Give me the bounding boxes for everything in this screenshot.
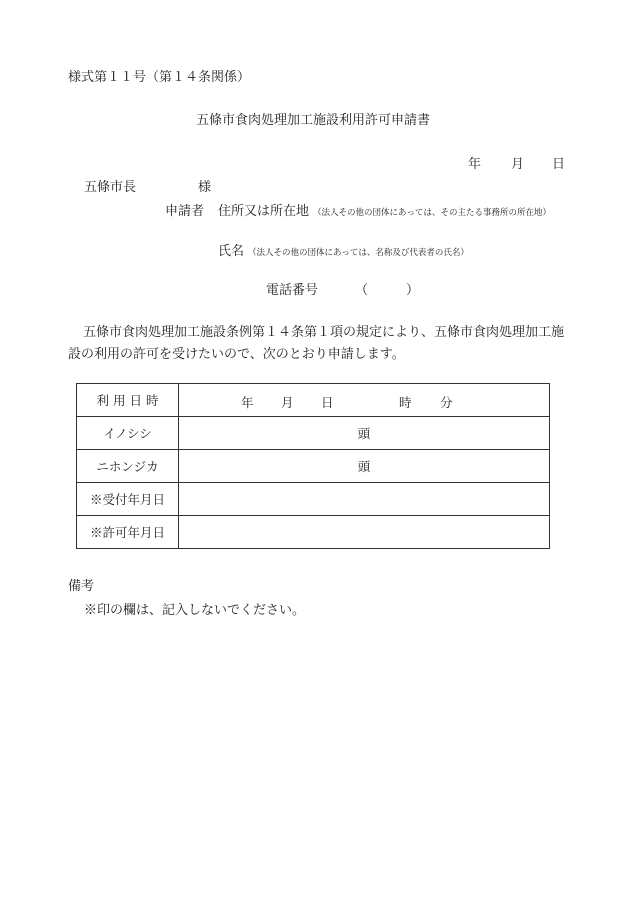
application-statement	[68, 322, 568, 366]
receipt-date-label: ※受付年月日	[77, 483, 179, 516]
wild-boar-unit: 頭	[357, 426, 371, 441]
form-number: 様式第１１号（第１４条関係）	[68, 70, 251, 85]
name-label: 氏名	[218, 244, 245, 259]
usage-hour-label: 時	[399, 395, 412, 410]
address-label: 住所又は所在地	[218, 204, 310, 219]
phone-paren-close: ）	[406, 283, 420, 298]
sika-deer-unit: 頭	[357, 459, 371, 474]
usage-minute-label: 分	[440, 395, 453, 410]
usage-day-label: 日	[321, 395, 334, 410]
permit-date-field[interactable]	[179, 516, 550, 549]
remarks-note: ※印の欄は、記入しないでください。	[84, 603, 306, 618]
date-day-label: 日	[552, 157, 566, 172]
date-year-label: 年	[468, 157, 482, 172]
sika-deer-label: ニホンジカ	[77, 450, 179, 483]
name-note: （法人その他の団体にあっては、名称及び代表者の氏名）	[248, 248, 469, 258]
table-row-sika-deer	[77, 450, 550, 483]
wild-boar-count-field[interactable]	[179, 417, 550, 450]
permit-date-label: ※許可年月日	[77, 516, 179, 549]
applicant-address-line	[165, 200, 551, 219]
address-note: （法人その他の団体にあっては、その主たる事務所の所在地）	[313, 208, 551, 218]
document-title: 五條市食肉処理加工施設利用許可申請書	[196, 113, 431, 128]
table-row-permit-date	[77, 516, 550, 549]
table-row-usage-datetime	[77, 384, 550, 417]
phone-paren-open: （	[355, 283, 369, 298]
wild-boar-label: イノシシ	[77, 417, 179, 450]
remarks-title: 備考	[68, 579, 95, 594]
receipt-date-field[interactable]	[179, 483, 550, 516]
applicant-label: 申請者	[165, 204, 205, 219]
addressee	[84, 176, 211, 195]
application-statement-text: 五條市食肉処理加工施設条例第１４条第１項の規定により、五條市食肉処理加工施設の利用の許可を受けたいので、次のとおり申請します。	[68, 325, 565, 362]
phone-label: 電話番号	[266, 283, 319, 298]
application-table	[76, 383, 550, 549]
addressee-honorific: 様	[198, 180, 212, 195]
table-row-receipt-date	[77, 483, 550, 516]
table-row-wild-boar	[77, 417, 550, 450]
usage-month-label: 月	[281, 395, 294, 410]
addressee-name: 五條市長	[84, 180, 137, 195]
date-line	[468, 153, 565, 172]
usage-datetime-label: 利 用 日 時	[77, 384, 179, 417]
phone-line	[266, 279, 419, 298]
usage-datetime-field[interactable]	[179, 384, 550, 417]
applicant-name-line	[218, 240, 469, 259]
usage-year-label: 年	[241, 395, 254, 410]
date-month-label: 月	[511, 157, 525, 172]
sika-deer-count-field[interactable]	[179, 450, 550, 483]
